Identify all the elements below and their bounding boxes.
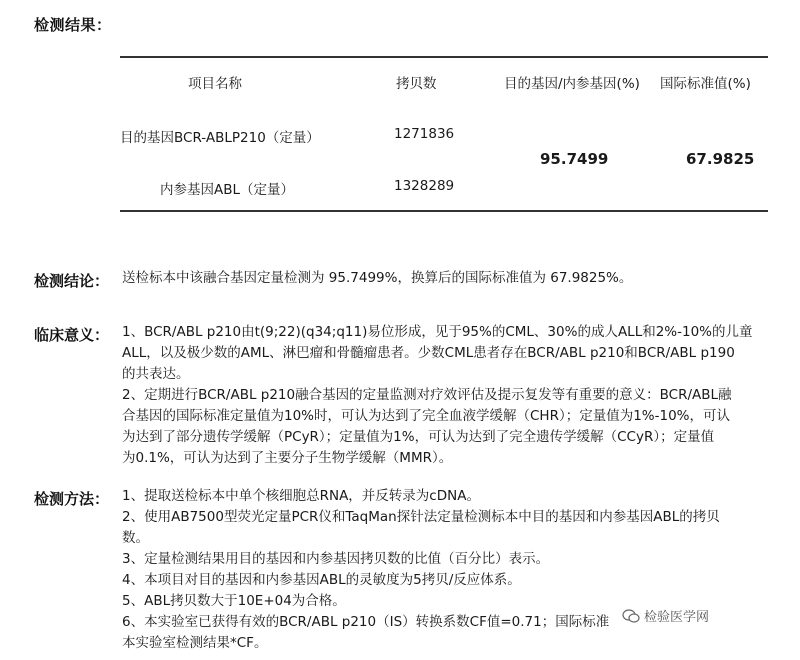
method-line: 本实验室检测结果*CF。 xyxy=(122,635,268,651)
wechat-icon xyxy=(622,609,640,623)
method-line: 3、定量检测结果用目的基因和内参基因拷贝数的比值（百分比）表示。 xyxy=(122,551,550,567)
row-reference-name: 内参基因ABL（定量） xyxy=(160,182,295,198)
result-heading: 检测结果： xyxy=(34,16,112,34)
result-table xyxy=(120,56,768,212)
method-label: 检测方法： xyxy=(34,490,110,508)
row-target-copies: 1271836 xyxy=(394,126,455,142)
clinical-body xyxy=(122,322,753,469)
method-line: 1、提取送检标本中单个核细胞总RNA，并反转录为cDNA。 xyxy=(122,488,480,504)
method-body xyxy=(122,486,720,654)
clinical-line: 为0.1%，可认为达到了主要分子生物学缓解（MMR）。 xyxy=(122,450,453,466)
table-top-rule xyxy=(120,56,768,58)
conclusion-label: 检测结论： xyxy=(34,272,110,290)
watermark xyxy=(622,606,709,625)
row-reference-copies: 1328289 xyxy=(394,178,455,194)
clinical-line: 2、定期进行BCR/ABL p210融合基因的定量监测对疗效评估及提示复发等有重要的意义：BCR/ABL融 xyxy=(122,387,732,403)
ratio-value: 95.7499 xyxy=(540,150,609,168)
clinical-line: ALL，以及极少数的AML、淋巴瘤和骨髓瘤患者。少数CML患者存在BCR/ABL p210和BCR/ABL p190 xyxy=(122,345,735,361)
clinical-line: 的共表达。 xyxy=(122,366,190,382)
header-item-name: 项目名称 xyxy=(188,76,242,92)
clinical-label: 临床意义： xyxy=(34,326,110,344)
conclusion-text: 送检标本中该融合基因定量检测为 95.7499%，换算后的国际标准值为 67.9825%。 xyxy=(122,270,633,286)
is-value: 67.9825 xyxy=(686,150,755,168)
method-line: 5、ABL拷贝数大于10E+04为合格。 xyxy=(122,593,346,609)
header-is-value: 国际标准值(%) xyxy=(660,76,751,92)
clinical-line: 合基因的国际标准定量值为10%时，可认为达到了完全血液学缓解（CHR）；定量值为1%-10%，可认 xyxy=(122,408,731,424)
table-bottom-rule xyxy=(120,210,768,212)
clinical-line: 为达到了部分遗传学缓解（PCyR）；定量值为1%，可认为达到了完全遗传学缓解（CCyR）；定量值 xyxy=(122,429,715,445)
method-line: 4、本项目对目的基因和内参基因ABL的灵敏度为5拷贝/反应体系。 xyxy=(122,572,521,588)
watermark-text: 检验医学网 xyxy=(644,610,710,625)
method-line: 2、使用AB7500型荧光定量PCR仪和TaqMan探针法定量检测标本中目的基因和内参基因ABL的拷贝 xyxy=(122,509,720,525)
row-target-name: 目的基因BCR-ABLP210（定量） xyxy=(120,130,320,146)
header-copies: 拷贝数 xyxy=(396,76,437,92)
method-line: 数。 xyxy=(122,530,149,546)
method-line: 6、本实验室已获得有效的BCR/ABL p210（IS）转换系数CF值=0.71；国际标准 xyxy=(122,614,610,630)
clinical-line: 1、BCR/ABL p210由t(9;22)(q34;q11)易位形成，见于95%的CML、30%的成人ALL和2%-10%的儿童 xyxy=(122,324,753,340)
header-ratio: 目的基因/内参基因(%) xyxy=(504,76,640,92)
